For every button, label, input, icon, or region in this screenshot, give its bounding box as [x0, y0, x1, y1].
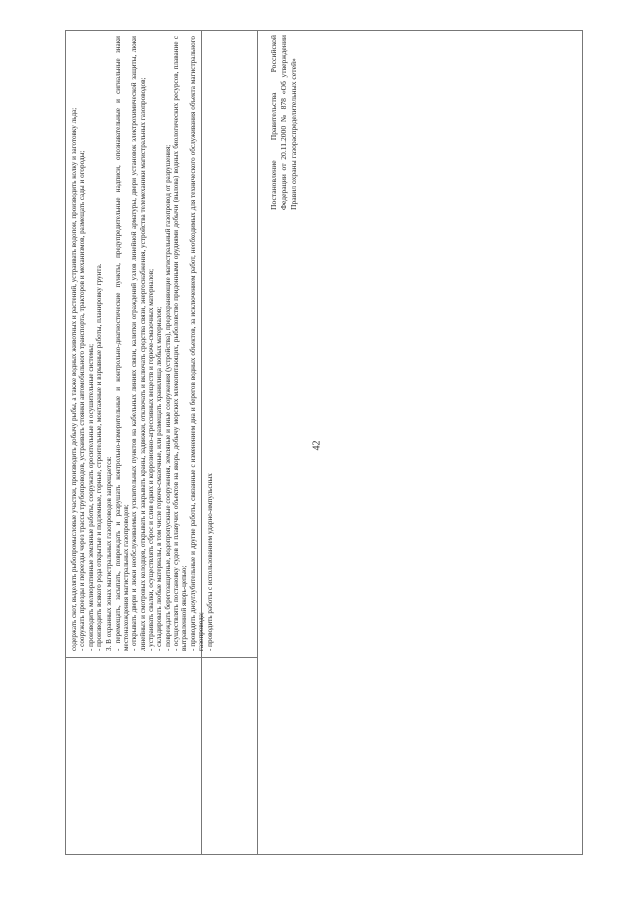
table-row-divider — [65, 657, 257, 658]
table-border-right — [582, 30, 583, 855]
empty-cell — [265, 655, 396, 855]
text-line: содержать скот, выделять рыбопромысловые участки, производить добычу рыбы, а также водных животных и растений, устраивать водопои, производить колку и заготовку льда; — [70, 107, 78, 651]
text-line: - устраивать свалки, осуществлять сброс и слив едких и коррозионно-агрессивных веществ и горюче-смазочных материалов; — [147, 268, 156, 651]
text-line: - производить мелиоративные земляные работы, сооружать оросительные и осушительные системы; — [86, 343, 95, 651]
text-line: - осуществлять постановку судов и плавучих объектов на якорь, добычу морских млекопитающих, рыболовство придонными орудиями добычи (вылова) водных биологических ресурсов, плавание с вытравленной якорь-цепью; — [172, 36, 189, 651]
requirements-text-cell — [67, 30, 257, 657]
text-line: - проводить работы с использованием ударно-импульсных — [205, 473, 214, 651]
rotated-table — [65, 30, 583, 855]
text-line: - перемещать, засыпать, повреждать и разрушать контрольно-измерительные и контрольно-диагностические пункты, предупредительные надписи, опознавательные и сигнальные знаки местонахождения магистральных газопроводов; — [113, 36, 131, 651]
text-line: - проводить дноуглубительные и другие работы, связанные с изменением дна и берегов водных объектов, за исключением работ, необходимых для технического обслуживания объекта магистрального газопровода; — [188, 36, 206, 651]
text-line: - складировать любые материалы, в том числе горюче-смазочные, или размещать хранилища любых материалов; — [155, 306, 164, 651]
page-number: 42 — [311, 440, 323, 451]
section-heading: 3. В охранных зонах магистральных газопроводов запрещается: — [105, 456, 114, 651]
source-reference-cell: Постановление Правительства Российской Федерации от 20.11.2000 № 878 «Об утверждении Правил охраны газораспределительных сетей» — [269, 35, 298, 210]
table-divider-main — [257, 30, 258, 855]
table-border-left — [65, 30, 66, 855]
text-line: - сооружать проезды и переезды через трассы трубопроводов, устраивать стоянки автомобильного транспорта, тракторов и механизмов, размещать сады и огороды; — [78, 150, 87, 651]
text-line: - повреждать берегозащитные, водопропускные сооружения, земляные и иные сооружения (устройства), предохраняющие магистральный газопровод от разрушения; — [163, 144, 172, 651]
text-line: - производить всякого рода открытые и подземные, горные, строительные, монтажные и взрывные работы, планировку грунта. — [95, 263, 104, 651]
text-line: - открывать двери и люки необслуживаемых усилительных пунктов на кабельных линиях связи, калитки ограждений узлов линейной арматуры, двери установок электрохимической защиты, люки линейных и смотровых колодцев, открывать и закрывать краны, задвижки, отключать и включать средства связи, энергоснабжения, устройства телемеханики магистральных газопроводов; — [130, 36, 147, 651]
